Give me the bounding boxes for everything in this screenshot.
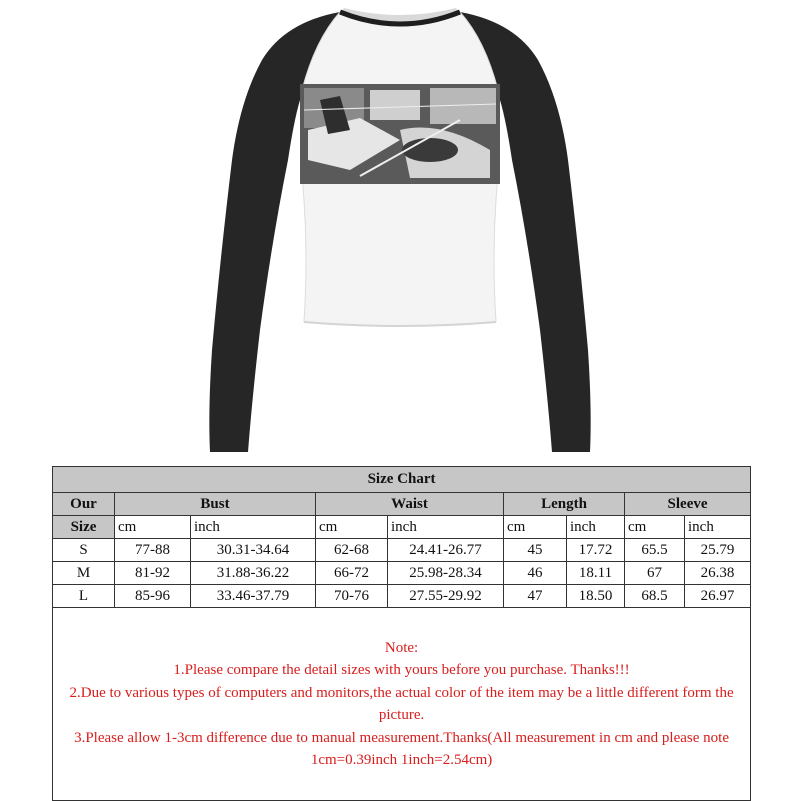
cell: 18.50 [567, 585, 625, 608]
table-row [53, 562, 751, 585]
printed-photo [300, 84, 500, 184]
cell: 65.5 [625, 539, 685, 562]
length-header: Length [504, 493, 625, 516]
cell: 68.5 [625, 585, 685, 608]
our-label: Our [53, 493, 115, 516]
cell: 47 [504, 585, 567, 608]
note-line: 3.Please allow 1-3cm difference due to manual measurement.Thanks(All measurement in cm and please note 1cm=0.39inch 1inch=2.54cm) [74, 729, 729, 768]
cell: 46 [504, 562, 567, 585]
row-size: M [53, 562, 115, 585]
row-size: S [53, 539, 115, 562]
bust-header: Bust [115, 493, 316, 516]
cell: 31.88-36.22 [191, 562, 316, 585]
cell: 85-96 [115, 585, 191, 608]
table-row [53, 539, 751, 562]
cell: 62-68 [316, 539, 388, 562]
cell: 77-88 [115, 539, 191, 562]
unit-inch: inch [191, 516, 316, 539]
cell: 66-72 [316, 562, 388, 585]
cell: 33.46-37.79 [191, 585, 316, 608]
waist-header: Waist [316, 493, 504, 516]
cell: 25.79 [685, 539, 751, 562]
note-heading: Note: [384, 639, 419, 656]
unit-cm: cm [625, 516, 685, 539]
cell: 27.55-29.92 [388, 585, 504, 608]
note-line: 2.Due to various types of computers and monitors,the actual color of the item may be a little different form the picture. [69, 684, 734, 723]
cell: 26.38 [685, 562, 751, 585]
unit-inch: inch [685, 516, 751, 539]
cell: 18.11 [567, 562, 625, 585]
sleeve-header: Sleeve [625, 493, 751, 516]
cell: 26.97 [685, 585, 751, 608]
cell: 45 [504, 539, 567, 562]
note-section [53, 608, 751, 801]
size-chart-title: Size Chart [53, 467, 751, 493]
cell: 67 [625, 562, 685, 585]
cell: 30.31-34.64 [191, 539, 316, 562]
note-line: 1.Please compare the detail sizes with yours before you purchase. Thanks!!! [173, 662, 630, 678]
table-row [53, 585, 751, 608]
row-size: L [53, 585, 115, 608]
product-image [200, 0, 600, 460]
unit-cm: cm [115, 516, 191, 539]
unit-inch: inch [567, 516, 625, 539]
cell: 81-92 [115, 562, 191, 585]
cell: 24.41-26.77 [388, 539, 504, 562]
cell: 25.98-28.34 [388, 562, 504, 585]
unit-cm: cm [504, 516, 567, 539]
unit-inch: inch [388, 516, 504, 539]
cell: 17.72 [567, 539, 625, 562]
size-chart-table [52, 466, 751, 801]
size-label: Size [53, 516, 115, 539]
cell: 70-76 [316, 585, 388, 608]
unit-cm: cm [316, 516, 388, 539]
